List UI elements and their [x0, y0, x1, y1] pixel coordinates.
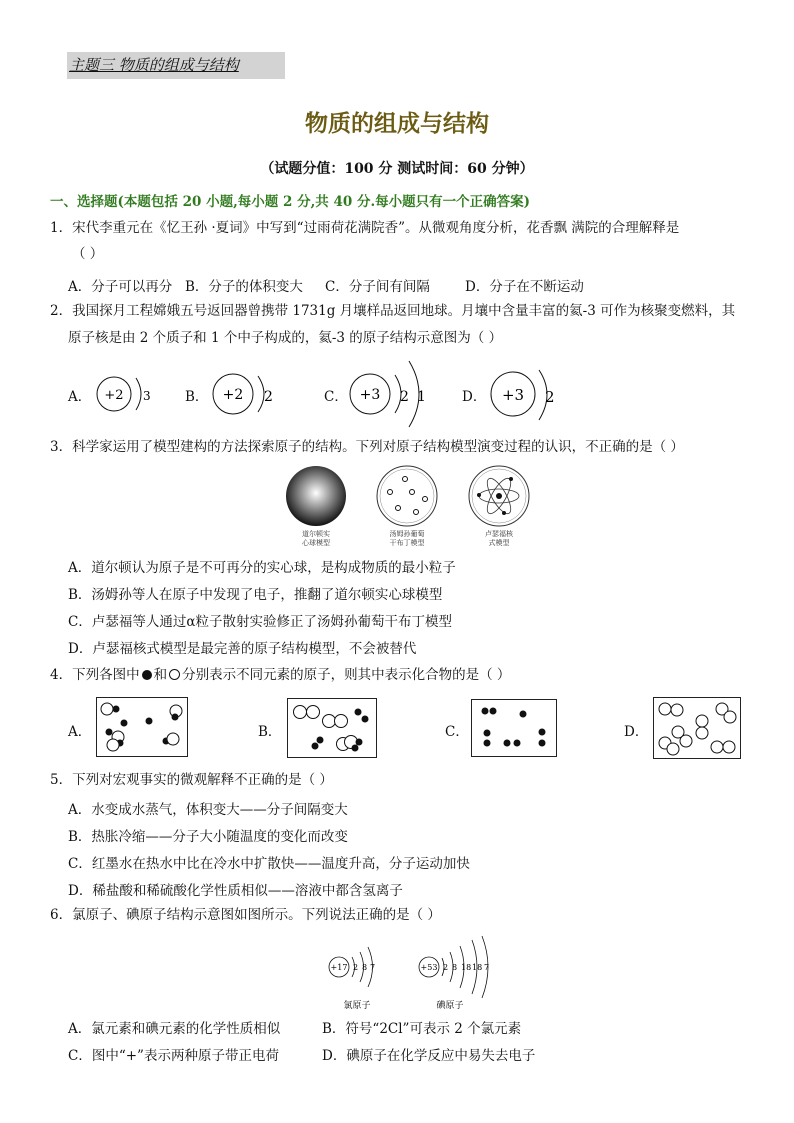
shell-count: 2 — [545, 388, 555, 406]
cl-shell-1: 2 — [353, 963, 359, 972]
q2-label-d: D． — [462, 389, 487, 405]
q4-stem — [50, 666, 510, 684]
iodine-atom-diagram — [419, 936, 489, 1011]
nucleus-charge: +2 — [104, 388, 124, 403]
q5-option-c: C．红墨水在热水中比在冷水中扩散快——温度升高，分子运动加快 — [68, 856, 470, 872]
hollow-atom-icon — [169, 669, 180, 680]
caption-dalton-1: 道尔顿实 — [302, 530, 330, 538]
i-shell-5: 7 — [484, 963, 490, 972]
q3-option-b: B．汤姆孙等人在原子中发现了电子，推翻了道尔顿实心球模型 — [68, 587, 443, 603]
q1-option-b: B．分子的体积变大 — [185, 279, 303, 295]
q4-label-b: B． — [258, 724, 282, 740]
q1-option-d: D．分子在不断运动 — [465, 279, 584, 295]
q1-blank: （ ） — [72, 246, 104, 262]
q3-stem: 3．科学家运用了模型建构的方法探索原子的结构。下列对原子结构模型演变过程的认识，不正确的是（ ） — [50, 439, 684, 455]
i-shell-3: 18 — [461, 963, 472, 972]
cl-caption: 氯原子 — [343, 1001, 371, 1011]
q6-option-d: D．碘原子在化学反应中易失去电子 — [322, 1048, 536, 1064]
shell-count: 2 — [400, 389, 409, 405]
i-shell-1: 2 — [443, 963, 449, 972]
caption-rutherford-1: 卢瑟福核 — [485, 530, 513, 538]
q6-option-a: A．氯元素和碘元素的化学性质相似 — [68, 1021, 281, 1037]
q1-stem: 1．宋代李重元在《忆王孙 ·夏词》中写到“过雨荷花满院香”。从微观角度分析，花香飘 满院的合理解释是 — [50, 220, 680, 236]
nucleus-charge: +3 — [359, 387, 381, 403]
q2-atom-a — [90, 360, 170, 430]
q2-stem: 2．我国探月工程嫦娥五号返回器曾携带 1731g 月壤样品返回地球。月壤中含量丰富的氦-3 可作为核聚变燃料，其 — [50, 303, 736, 319]
i-shell-4: 18 — [472, 963, 483, 972]
nucleus-charge: +3 — [501, 386, 525, 404]
q5-option-b: B．热胀冷缩——分子大小随温度的变化而改变 — [68, 829, 348, 845]
q6-stem: 6．氯原子、碘原子结构示意图如图所示。下列说法正确的是（ ） — [50, 907, 441, 923]
q3-option-a: A．道尔顿认为原子是不可再分的实心球，是构成物质的最小粒子 — [68, 560, 456, 576]
q4-label-d: D． — [624, 724, 649, 740]
q2-label-a: A． — [68, 389, 92, 405]
exam-info: （试题分值：100 分 测试时间：60 分钟） — [260, 161, 534, 177]
shell-count: 1 — [417, 389, 426, 405]
q4-box-b — [287, 698, 377, 758]
shell-count: 3 — [143, 389, 151, 403]
q5-option-d: D．稀盐酸和稀硫酸化学性质相似——溶液中都含氢离子 — [68, 883, 403, 899]
dalton-solid-sphere — [286, 466, 346, 526]
q4-label-a: A． — [68, 724, 92, 740]
q4-label-c: C． — [445, 724, 469, 740]
q5-stem: 5．下列对宏观事实的微观解释不正确的是（ ） — [50, 772, 333, 788]
q2-label-c: C． — [324, 389, 348, 405]
section-heading: 一、选择题(本题包括 20 小题,每小题 2 分,共 40 分.每小题只有一个正确答案) — [50, 194, 531, 210]
topic-tag: 主题三 物质的组成与结构 — [67, 52, 285, 79]
cl-shell-3: 7 — [370, 963, 376, 972]
filled-atom-icon — [142, 670, 152, 680]
q3-option-d: D．卢瑟福核式模型是最完善的原子结构模型，不会被替代 — [68, 641, 417, 657]
nucleus-charge: +2 — [222, 387, 244, 403]
q2-atom-d — [487, 358, 567, 433]
atom-models-figure — [278, 462, 548, 552]
caption-thomson-2: 干布丁模型 — [389, 539, 425, 547]
q2-atom-c — [345, 355, 435, 435]
q4-stem-mid: 和 — [153, 667, 168, 683]
q4-stem-post: 分别表示不同元素的原子，则其中表示化合物的是（ ） — [182, 667, 511, 683]
rutherford-nuclear-model — [469, 466, 529, 526]
q6-option-c: C．图中“+”表示两种原子带正电荷 — [68, 1048, 279, 1064]
q4-stem-pre: 4．下列各图中 — [50, 667, 140, 683]
q6-option-b: B．符号“2Cl”可表示 2 个氯元素 — [322, 1021, 522, 1037]
cl-nucleus: +17 — [330, 963, 348, 972]
caption-thomson-1: 汤姆孙葡萄 — [389, 530, 425, 538]
i-shell-2: 8 — [452, 963, 458, 972]
i-nucleus: +53 — [420, 963, 438, 972]
q3-option-c: C．卢瑟福等人通过α粒子散射实验修正了汤姆孙葡萄干布丁模型 — [68, 614, 452, 630]
q5-option-a: A．水变成水蒸气，体积变大——分子间隔变大 — [68, 802, 348, 818]
q2-label-b: B． — [185, 389, 209, 405]
q4-box-a — [96, 697, 188, 757]
shell-count: 2 — [264, 389, 273, 405]
q1-option-c: C．分子间有间隔 — [325, 279, 430, 295]
caption-rutherford-2: 式模型 — [488, 539, 510, 547]
q4-box-c — [471, 699, 557, 757]
page-title: 物质的组成与结构 — [305, 111, 489, 137]
caption-dalton-2: 心球模型 — [302, 539, 330, 547]
cl-shell-2: 8 — [362, 963, 368, 972]
thomson-plum-pudding — [377, 466, 437, 526]
q1-option-a: A．分子可以再分 — [68, 279, 173, 295]
q6-atoms-figure — [322, 932, 512, 1012]
q2-atom-b — [206, 360, 286, 430]
q4-box-d — [653, 697, 741, 759]
q2-stem-2: 原子核是由 2 个质子和 1 个中子构成的，氦-3 的原子结构示意图为（ ） — [68, 330, 503, 346]
i-caption: 碘原子 — [436, 1001, 464, 1011]
chlorine-atom-diagram — [329, 947, 375, 1011]
